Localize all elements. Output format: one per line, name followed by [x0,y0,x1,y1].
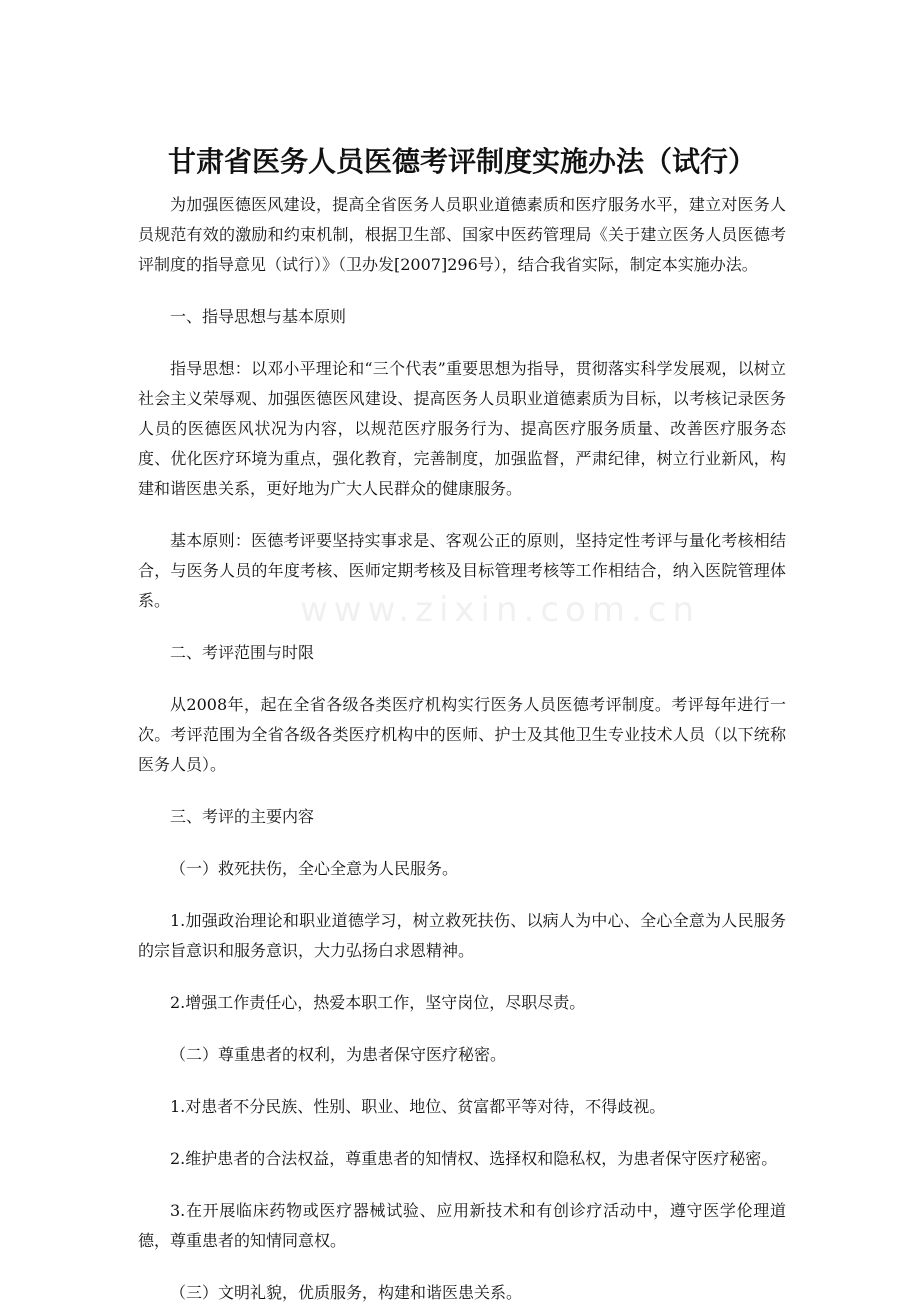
scope-paragraph: 从2008年，起在全省各级各类医疗机构实行医务人员医德考评制度。考评每年进行一次。考评范围为全省各级各类医疗机构中的医师、护士及其他卫生专业技术人员（以下统称医务人员）。 [138,695,786,774]
guiding-ideology-paragraph: 指导思想：以邓小平理论和“三个代表”重要思想为指导，贯彻落实科学发展观，以树立社会主义荣辱观、加强医德医风建设、提高医务人员职业道德素质为目标，以考核记录医务人员的医德医风状况为内容，以规范医疗服务行为、提高医疗服务质量、改善医疗服务态度、优化医疗环境为重点，强化教育，完善制度，加强监督，严肃纪律，树立行业新风，构建和谐医患关系，更好地为广大人民群众的健康服务。 [138,359,786,498]
document-page [138,142,786,1308]
list-item: 2.维护患者的合法权益，尊重患者的知情权、选择权和隐私权，为患者保守医疗秘密。 [170,1149,778,1168]
faint-watermark: www.zixin.com.cn [300,590,700,630]
subsection-heading-1: （一）救死扶伤，全心全意为人民服务。 [170,859,459,878]
section-heading-3: 三、考评的主要内容 [170,807,315,826]
section-heading-1: 一、指导思想与基本原则 [170,307,347,326]
section-heading-2: 二、考评范围与时限 [170,643,315,662]
subsection-heading-2: （二）尊重患者的权利，为患者保守医疗秘密。 [170,1045,507,1064]
list-item: 1.对患者不分民族、性别、职业、地位、贫富都平等对待，不得歧视。 [170,1097,666,1116]
subsection-heading-3: （三）文明礼貌，优质服务，构建和谐医患关系。 [170,1283,523,1302]
basic-principles-paragraph: 基本原则：医德考评要坚持实事求是、客观公正的原则，坚持定性考评与量化考核相结合，与医务人员的年度考核、医师定期考核及目标管理考核等工作相结合，纳入医院管理体系。 [138,531,786,610]
intro-paragraph: 为加强医德医风建设，提高全省医务人员职业道德素质和医疗服务水平，建立对医务人员规范有效的激励和约束机制，根据卫生部、国家中医药管理局《关于建立医务人员医德考评制度的指导意见（试行）》（卫办发[2007]296号），结合我省实际，制定本实施办法。 [138,195,786,274]
document-title: 甘肃省医务人员医德考评制度实施办法（试行） [167,145,756,178]
list-item: 3.在开展临床药物或医疗器械试验、应用新技术和有创诊疗活动中，遵守医学伦理道德，尊重患者的知情同意权。 [138,1201,786,1250]
list-item: 2.增强工作责任心，热爱本职工作，坚守岗位，尽职尽责。 [170,993,586,1012]
list-item: 1.加强政治理论和职业道德学习，树立救死扶伤、以病人为中心、全心全意为人民服务的宗旨意识和服务意识，大力弘扬白求恩精神。 [138,911,786,960]
